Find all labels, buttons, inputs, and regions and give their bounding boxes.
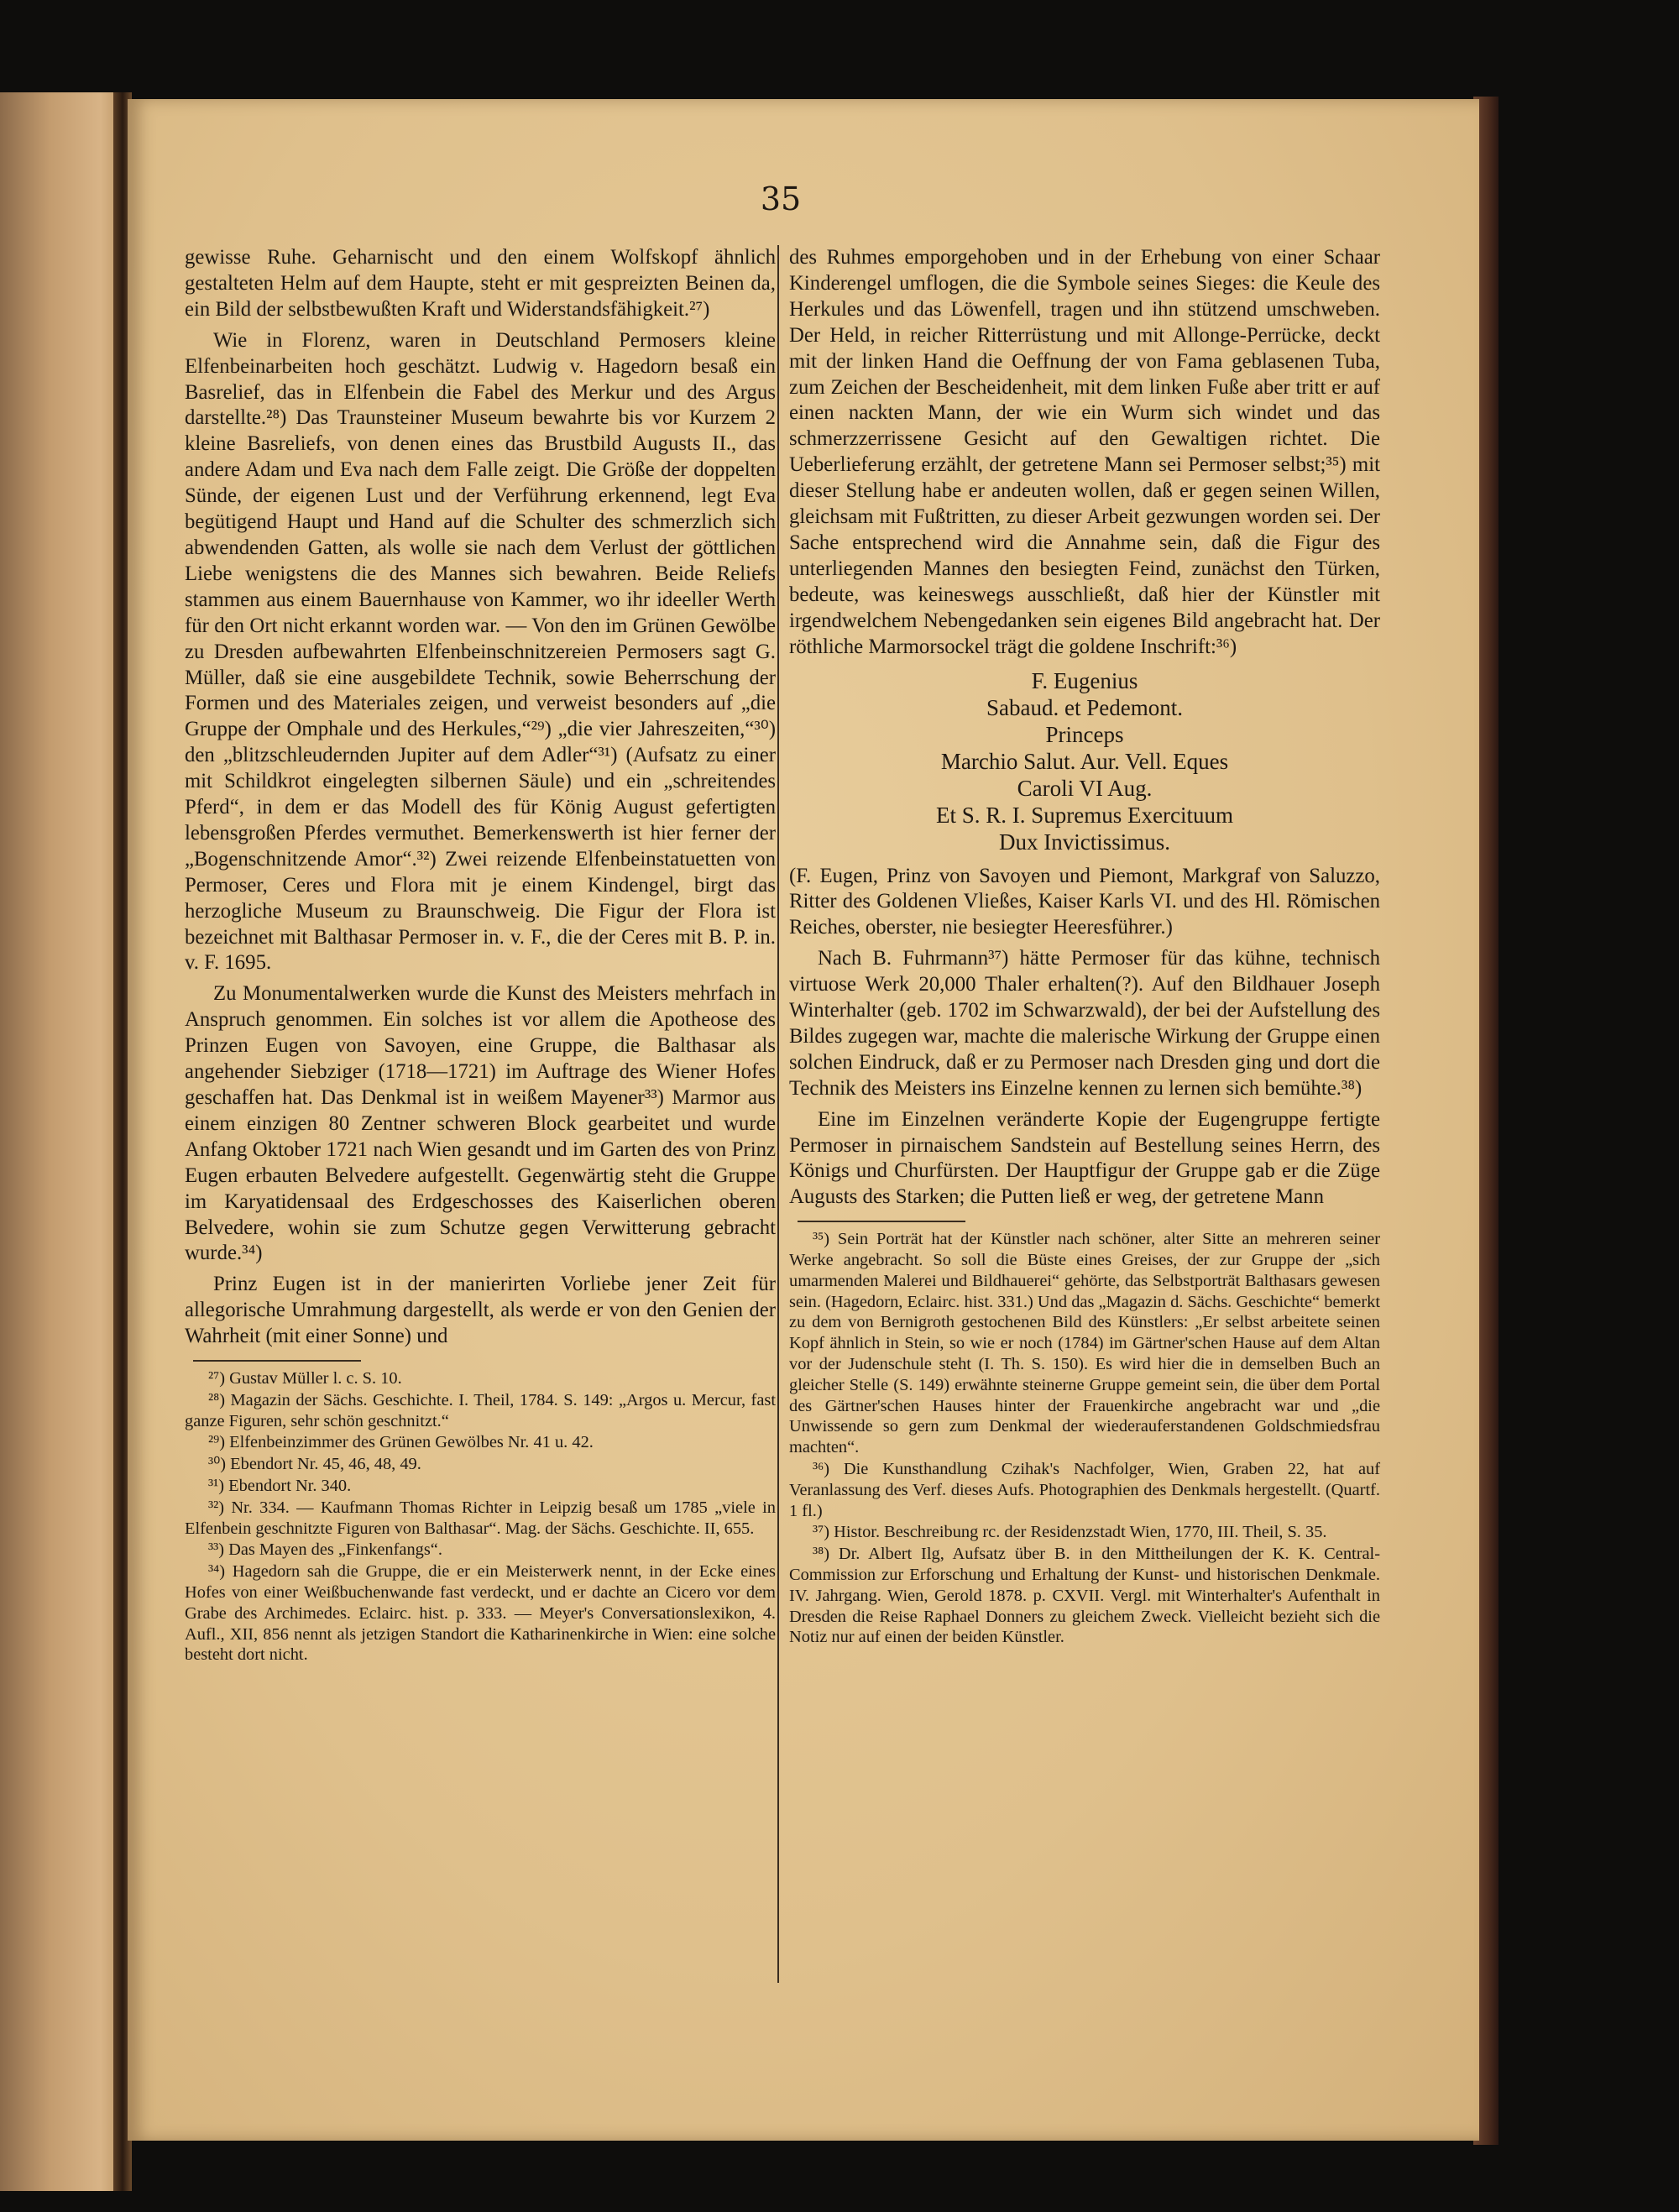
- footnotes-left: [185, 1368, 776, 1666]
- paragraph: Wie in Florenz, waren in Deutschland Permosers kleine Elfenbeinarbeiten hoch geschätzt. Ludwig v. Hagedorn besaß ein Basrelief, das in Elfenbein die Fabel des Merkur und des Argus darstellte.²⁸) Das Traunsteiner Museum bewahrte bis vor Kurzem 2 kleine Basreliefs, von denen eines das Brustbild Augusts II., das andere Adam und Eva nach dem Falle zeigt. Die Größe der doppelten Sünde, der eigenen Lust und der Verführung erkennend, legt Eva begütigend Haupt und Hand auf die Schulter des schmerzlich sich abwendenden Gatten, als wolle sie nach dem Verlust der göttlichen Liebe wenigstens die des Mannes sich bewahren. Beide Reliefs stammen aus einem Bauernhause von Kammer, wo ihr ideeller Werth für den Ort nicht erkannt worden war. — Von den im Grünen Gewölbe zu Dresden aufbewahrten Elfenbeinschnitzereien Permosers sagt G. Müller, daß sie eine ausgebildete Technik, sowie Beherrschung der Formen und des Materiales zeigen, und verweist besonders auf „die Gruppe der Omphale und des Herkules,“²⁹) „die vier Jahreszeiten,“³⁰) den „blitzschleudernden Jupiter auf dem Adler“³¹) (Aufsatz zu einer mit Schildkrot eingelegten silbernen Säule) und ein „schreitendes Pferd“, in dem er das Modell des für König August gefertigten lebensgroßen Pferdes vermuthet. Bemerkenswerth ist hier ferner der „Bogenschnitzende Amor“.³²) Zwei reizende Elfenbeinstatuetten von Permoser, Ceres und Flora mit je einem Kindengel, birgt das herzogliche Museum zu Braunschweig. Die Figur der Flora ist bezeichnet mit Balthasar Permoser in. v. F., die der Ceres mit B. P. in. v. F. 1695.: [185, 328, 776, 975]
- footnote: ³⁸) Dr. Albert Ilg, Aufsatz über B. in den Mittheilungen der K. K. Central-Commission zur Erforschung und Erhaltung der Kunst- und historischen Denkmale. IV. Jahrgang. Wien, Gerold 1878. p. CXVII. Vergl. mit Winterhalter's Aufenthalt in Dresden die Reise Raphael Donners zu gleichem Zweck. Vielleicht bezieht sich die Notiz nur auf einen der beiden Künstler.: [789, 1545, 1380, 1647]
- footnote: ³⁰) Ebendort Nr. 45, 46, 48, 49.: [208, 1455, 421, 1474]
- inscription-line: Sabaud. et Pedemont.: [986, 694, 1183, 720]
- paragraph: Prinz Eugen ist in der manierirten Vorliebe jener Zeit für allegorische Umrahmung dargestellt, als werde er von den Genien der Wahrheit (mit einer Sonne) und: [185, 1273, 776, 1348]
- paragraph: Zu Monumentalwerken wurde die Kunst des Meisters mehrfach in Anspruch genommen. Ein solches ist vor allem die Apotheose des Prinzen Eugen von Savoyen, eine Gruppe, die Balthasar als angehender Siebziger (1718—1721) im Auftrage des Wiener Hofes geschaffen hat. Das Denkmal ist in weißem Mayener³³) Marmor aus einem einzigen 80 Zentner schweren Block gearbeitet und wurde Anfang Oktober 1721 nach Wien gesandt und im Garten des von Prinz Eugen erbauten Belvedere aufgestellt. Gegenwärtig steht die Gruppe im Karyatidensaal des Erdgeschosses des Kaiserlichen oberen Belvedere, wohin sie zum Schutze gegen Verwitterung gebracht wurde.³⁴): [185, 982, 776, 1265]
- footnote: ³³) Das Mayen des „Finkenfangs“.: [208, 1540, 442, 1560]
- paragraph: gewisse Ruhe. Geharnischt und den einem Wolfskopf ähnlich gestalteten Helm auf dem Haupte, steht er mit gespreizten Beinen da, ein Bild der selbstbewußten Kraft und Widerstandsfähigkeit.²⁷): [185, 246, 776, 321]
- page-number: 35: [760, 180, 802, 217]
- footnote: ³⁴) Hagedorn sah die Gruppe, die er ein Meisterwerk nennt, in der Ecke eines Hofes von einer Weißbuchenwande fast verdeckt, und er dachte an Cicero vor dem Grabe des Archimedes. Eclairc. hist. p. 333. — Meyer's Conversationslexikon, 4. Aufl., XII, 856 nennt als jetzigen Standort die Katharinenkirche in Wien: eine solche besteht dort nicht.: [185, 1562, 776, 1665]
- footnote: ³⁷) Histor. Beschreibung rc. der Residenzstadt Wien, 1770, III. Theil, S. 35.: [813, 1523, 1327, 1542]
- inscription: [789, 667, 1380, 855]
- inscription-line: Caroli VI Aug.: [1017, 775, 1153, 801]
- footnote-rule: [193, 1360, 361, 1362]
- inscription-line: Princeps: [1045, 721, 1124, 747]
- footnote: ³²) Nr. 334. — Kaufmann Thomas Richter in Leipzig besaß um 1785 „viele in Elfenbein geschnitzte Figuren von Balthasar“. Mag. der Sächs. Geschichte. II, 655.: [185, 1498, 776, 1538]
- footnote: ²⁹) Elfenbeinzimmer des Grünen Gewölbes Nr. 41 u. 42.: [208, 1433, 594, 1452]
- paragraph: Eine im Einzelnen veränderte Kopie der Eugengruppe fertigte Permoser in pirnaischem Sandstein auf Bestellung seines Herrn, des Königs und Churfürsten. Der Hauptfigur der Gruppe gab er die Züge Augusts des Starken; die Putten ließ er weg, der getretene Mann: [789, 1107, 1380, 1209]
- left-page-edge: [0, 92, 126, 2191]
- inscription-line: Et S. R. I. Supremus Exercituum: [936, 802, 1233, 828]
- inscription-line: Dux Invictissimus.: [998, 829, 1170, 855]
- footnote: ³⁵) Sein Porträt hat der Künstler nach schöner, alter Sitte an mehreren seiner Werke angebracht. So soll die Büste eines Greises, der zur Gruppe der „sich umarmenden Malerei und Bildhauerei“ gehörte, das Selbstporträt Balthasars gewesen sein. (Hagedorn, Eclairc. hist. 331.) Und das „Magazin d. Sächs. Geschichte“ bemerkt zu dem von Bernigroth gestochenen Bild des Künstlers: „Er selbst arbeitete seinen Kopf ähnlich in Stein, so wie er noch (1784) im Gärtner'schen Hause auf dem Altan vor der Judenschule steht (I. Th. S. 150). Es wird hier die in demselben Buch an gleicher Stelle (S. 149) erwähnte steinerne Gruppe gemeint sein, die über dem Portal des Gärtner'schen Hauses hinter der Frauenkirche angebracht war und „die Unwissende so gern zum Denkmal der wiederauferstandenen Goldschmiedsfrau machten“.: [789, 1230, 1380, 1457]
- paragraph: (F. Eugen, Prinz von Savoyen und Piemont, Markgraf von Saluzzo, Ritter des Goldenen Vließes, Kaiser Karls VI. und des Hl. Römischen Reiches, oberster, nie besiegter Heeresführer.): [789, 864, 1380, 939]
- right-column: [789, 245, 1380, 1649]
- paragraph: des Ruhmes emporgehoben und in der Erhebung von einer Schaar Kinderengel umflogen, die die Symbole seines Sieges: die Keule des Herkules und das Löwenfell, tragen und ihn stützend umschweben. Der Held, in reicher Ritterrüstung und mit Allonge-Perrücke, deckt mit der linken Hand die Oeffnung der von Fama geblasenen Tuba, zum Zeichen der Bescheidenheit, mit dem linken Fuße aber tritt er auf einen nackten Mann, der wie ein Wurm sich windet und das schmerzzerrissene Gesicht auf den Gewaltigen richtet. Die Ueberlieferung erzählt, der getretene Mann sei Permoser selbst;³⁵) mit dieser Stellung habe er andeuten wollen, daß er gegen seinen Willen, gleichsam mit Fußtritten, zu dieser Arbeit gezwungen worden sei. Der Sache entsprechend wird die Annahme sein, daß die Figur des unterliegenden Mannes den besiegten Feind, zunächst den Türken, bedeute, was keineswegs ausschließt, daß hier der Künstler mit irgendwelchem Nebengedanken sein eigenes Bild angebracht hat. Der röthliche Marmorsockel trägt die goldene Inschrift:³⁶): [789, 246, 1380, 658]
- column-divider: [777, 245, 779, 1983]
- footnotes-right: [789, 1229, 1380, 1648]
- footnote: ²⁷) Gustav Müller l. c. S. 10.: [208, 1369, 402, 1388]
- inscription-line: F. Eugenius: [1031, 667, 1138, 693]
- paragraph: Nach B. Fuhrmann³⁷) hätte Permoser für das kühne, technisch virtuose Werk 20,000 Thaler erhalten(?). Auf den Bildhauer Joseph Winterhalter (geb. 1702 im Schwarzwald), der bei der Aufstellung des Bildes zugegen war, machte die malerische Wirkung der Gruppe einen solchen Eindruck, daß er zu Permoser nach Dresden ging und dort die Technik des Meisters ins Einzelne kennen zu lernen sich bemühte.³⁸): [789, 947, 1380, 1100]
- footnote: ³⁶) Die Kunsthandlung Czihak's Nachfolger, Wien, Graben 22, hat auf Veranlassung des Verf. dieses Aufs. Photographien des Denkmals hergestellt. (Quartf. 1 fl.): [789, 1460, 1380, 1520]
- left-column: [185, 245, 776, 1666]
- footnote-rule: [798, 1221, 965, 1222]
- footnote: ²⁸) Magazin der Sächs. Geschichte. I. Theil, 1784. S. 149: „Argos u. Mercur, fast ganze Figuren, sehr schön geschnitzt.“: [185, 1390, 776, 1430]
- footnote: ³¹) Ebendort Nr. 340.: [208, 1477, 352, 1496]
- inscription-line: Marchio Salut. Aur. Vell. Eques: [940, 748, 1229, 774]
